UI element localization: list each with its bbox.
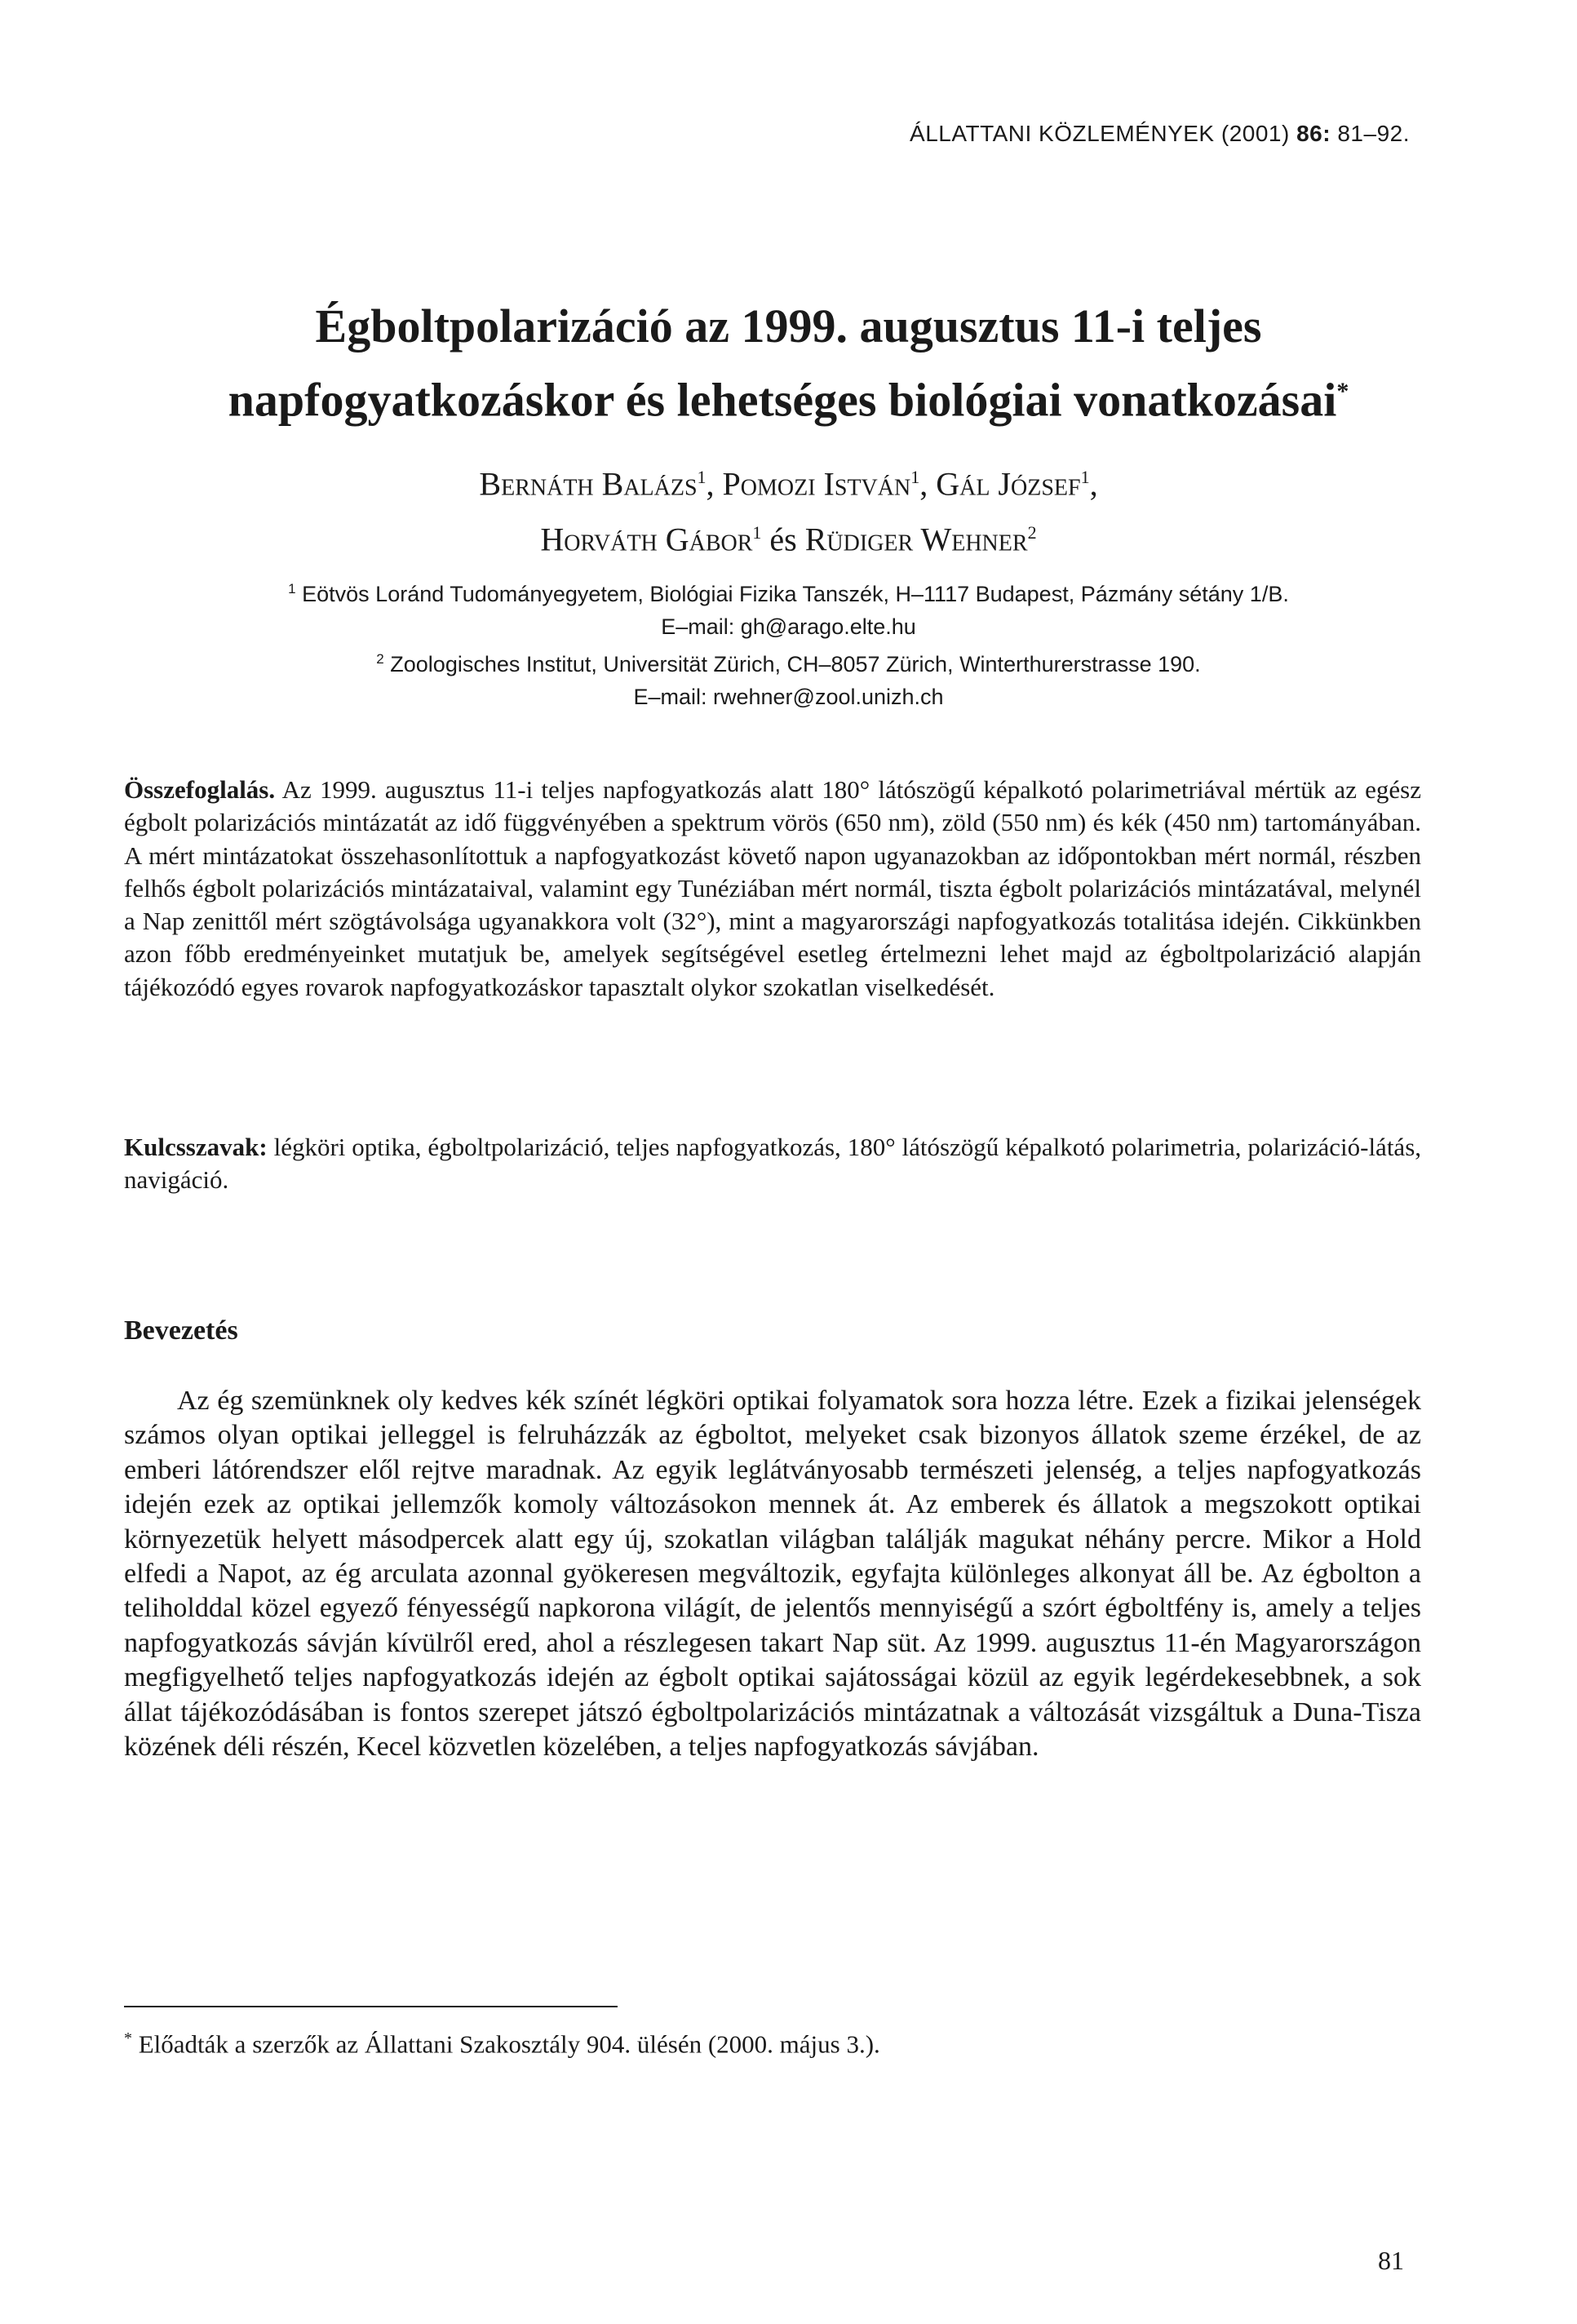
title-line-2 bbox=[122, 359, 1455, 432]
affiliations bbox=[122, 573, 1455, 713]
article-title bbox=[122, 294, 1455, 432]
author-name: Horváth Gábor bbox=[540, 521, 753, 558]
affiliation-2-text: Zoologisches Institut, Universität Zürich, CH–8057 Zürich, Winterthurerstrasse 190. bbox=[390, 652, 1201, 676]
affiliation-2-email: E–mail: rwehner@zool.unizh.ch bbox=[633, 685, 944, 709]
author-affiliation-marker: 1 bbox=[910, 467, 920, 487]
footnote-text: Előadták a szerzők az Állattani Szakosztály 904. ülésén (2000. május 3.). bbox=[138, 2029, 880, 2059]
journal-volume: 86: bbox=[1296, 121, 1331, 146]
title-footnote-marker: * bbox=[1336, 378, 1349, 405]
journal-header bbox=[910, 121, 1410, 147]
keywords bbox=[124, 1131, 1421, 1196]
title-line-1: Égboltpolarizáció az 1999. augusztus 11-i teljes bbox=[315, 299, 1262, 353]
authors-line-2 bbox=[122, 508, 1455, 564]
author-list bbox=[122, 453, 1455, 565]
affiliation-1 bbox=[122, 573, 1455, 610]
author-affiliation-marker: 1 bbox=[697, 467, 707, 487]
author-affiliation-marker: 2 bbox=[1027, 522, 1037, 543]
body-paragraph: Az ég szemünknek oly kedves kék színét légköri optikai folyamatok sora hozza létre. Ezek a fizikai jelenségek számos olyan optikai jelleggel is felruházzák az égboltot, melyeket csak bizonyos állatok szeme érzékel, de az emberi látórendszer elől rejtve maradnak. Az egyik leglátványosabb természeti jelenség, a teljes napfogyatkozás idején ezek az optikai jellemzők komoly változásokon mennek át. Az emberek és állatok a megszokott optikai környezetük helyett másodpercek alatt egy új, szokatlan világban találják magukat néhány percre. Mikor a Hold elfedi a Napot, az ég arculata azonnal gyökeresen megváltozik, egyfajta különleges alkonyat áll be. Az égbolton a teliholddal közel egyező fényességű napkorona világít, de jelentős mennyiségű a szórt égboltfény is, amely a teljes napfogyatkozás sávján kívülről ered, ahol a részlegesen takart Nap süt. Az 1999. augusztus 11-én Magyarországon megfigyelhető teljes napfogyatkozás idején az égbolt optikai sajátosságai közül az egyik legérdekesebbnek, a sok állat tájékozódásában is fontos szerepet játszó égboltpolarizációs mintázatnak a változását vizsgáltuk a Duna-Tisza közének déli részén, Kecel közvetlen közelében, a teljes napfogyatkozás sávjában. bbox=[124, 1386, 1421, 1763]
abstract bbox=[124, 774, 1421, 1004]
footnote-divider bbox=[124, 2006, 618, 2007]
affiliation-1-text: Eötvös Loránd Tudományegyetem, Biológiai Fizika Tanszék, H–1117 Budapest, Pázmány sétány 1/B. bbox=[302, 582, 1289, 606]
author-name: Gál József bbox=[936, 465, 1081, 503]
affiliation-marker: 2 bbox=[376, 651, 384, 667]
journal-name: ÁLLATTANI KÖZLEMÉNYEK (2001) bbox=[910, 121, 1290, 146]
author-name: Bernáth Balázs bbox=[479, 465, 698, 503]
authors-line-1: Bernáth Balázs$^1$, Pomozi István$^1$, Gál József$^1$, bbox=[479, 465, 1098, 503]
keywords-label: Kulcsszavak: bbox=[124, 1133, 268, 1161]
author-affiliation-marker: 1 bbox=[1080, 467, 1090, 487]
author-conjunction: és bbox=[769, 521, 797, 558]
footnote-marker: * bbox=[124, 2029, 132, 2047]
author-name: Rüdiger Wehner bbox=[804, 521, 1028, 558]
title-line-2-text: napfogyatkozáskor és lehetséges biológiai vonatkozásai bbox=[228, 373, 1337, 427]
page-number: 81 bbox=[1378, 2246, 1404, 2275]
author-name: Pomozi István bbox=[722, 465, 911, 503]
affiliation-1-email: E–mail: gh@arago.elte.hu bbox=[661, 614, 916, 639]
affiliation-2 bbox=[122, 643, 1455, 681]
footnote bbox=[124, 2022, 1421, 2060]
author-affiliation-marker: 1 bbox=[752, 522, 762, 543]
keywords-text: légköri optika, égboltpolarizáció, teljes napfogyatkozás, 180° látószögű képalkotó polarimetria, polarizáció-látás, navigáció. bbox=[124, 1133, 1422, 1194]
journal-pages: 81–92. bbox=[1337, 121, 1410, 146]
abstract-label: Összefoglalás. bbox=[124, 775, 276, 804]
abstract-text: Az 1999. augusztus 11-i teljes napfogyatkozás alatt 180° látószögű képalkotó polarimetriával mértük az egész égbolt polarizációs mintázatát az idő függvényében a spektrum vörös (650 nm), zöld (550 nm) és kék (450 nm) tartományában. A mért mintázatokat összehasonlítottuk a napfogyatkozást követő napon ugyanazokban az időpontokban mért normál, részben felhős égbolt polarizációs mintázataival, valamint egy Tunéziában mért normál, tiszta égbolt polarizációs mintázatával, melynél a Nap zenittől mért szögtávolsága ugyanakkora volt (32°), mint a magyarországi napfogyatkozás totalitása idején. Cikkünkben azon főbb eredményeinket mutatjuk be, amelyek segítségével esetleg értelmezni lehet majd az égboltpolarizáció alapján tájékozódó egyes rovarok napfogyatkozáskor tapasztalt olykor szokatlan viselkedését. bbox=[124, 775, 1421, 1001]
section-heading: Bevezetés bbox=[124, 1315, 238, 1346]
affiliation-marker: 1 bbox=[288, 581, 296, 597]
